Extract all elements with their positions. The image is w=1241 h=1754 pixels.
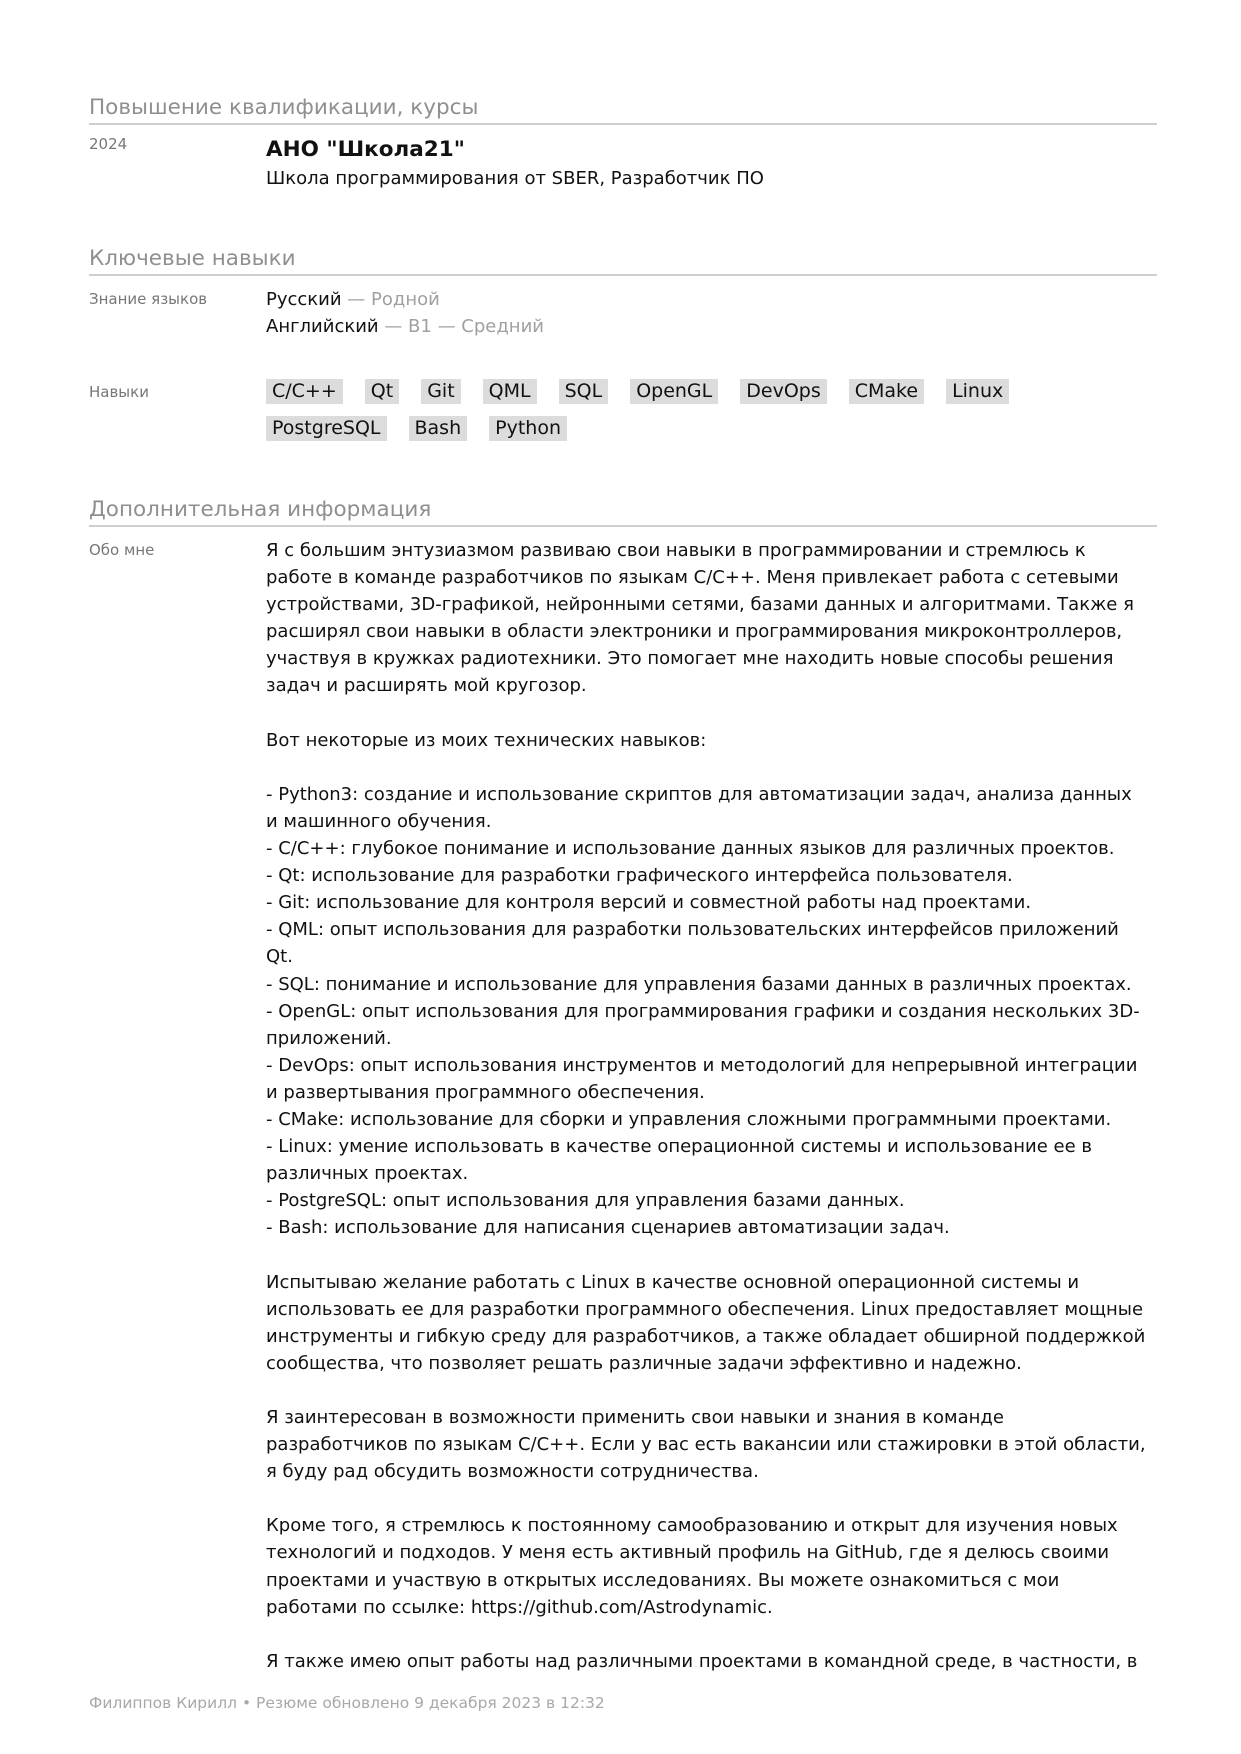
skill-tag: Python <box>489 416 567 441</box>
skills-row <box>89 380 1157 463</box>
skill-tag: OpenGL <box>630 379 718 404</box>
skill-tag: Qt <box>365 379 399 404</box>
skills-tags <box>266 379 1066 453</box>
about-row <box>89 541 1157 1671</box>
language-item <box>266 286 1156 313</box>
section-title-extra: Дополнительная информация <box>89 495 1157 527</box>
skill-tag: SQL <box>559 379 609 404</box>
language-level: — B1 — Средний <box>378 316 544 337</box>
language-name: Английский <box>266 316 379 337</box>
skill-tag: CMake <box>849 379 924 404</box>
section-title-courses: Повышение квалификации, курсы <box>89 93 1157 125</box>
skills-label: Навыки <box>89 383 149 401</box>
course-spec: Школа программирования от SBER, Разработчик ПО <box>266 168 764 189</box>
skill-tag: Git <box>421 379 460 404</box>
course-org: АНО "Школа21" <box>266 137 465 162</box>
about-label: Обо мне <box>89 541 155 559</box>
skill-tag: QML <box>483 379 537 404</box>
languages-label: Знание языков <box>89 290 208 308</box>
skill-tag: Bash <box>409 416 468 441</box>
course-entry <box>89 135 1157 195</box>
skill-tag: Linux <box>946 379 1009 404</box>
about-text: Я с большим энтузиазмом развиваю свои навыки в программировании и стремлюсь к работе в команде разработчиков по языкам C/C++. Меня привлекает работа с сетевыми устройствами, 3D-графикой, нейронными сетями, базами данных и алгоритмами. Также я расширял свои навыки в области электроники и программирования микроконтроллеров, участвуя в кружках радиотехники. Это помогает мне находить новые способы решения задач и расширять мой кругозор. Вот некоторые из моих технических навыков: - Python3: создание и использование скриптов для автоматизации задач, анализа данных и машинного обучения. - C/C++: глубокое понимание и использование данных языков для различных проектов. - Qt: использование для разработки графического интерфейса пользователя. - Git: использование для контроля версий и совместной работы над проектами. - QML: опыт использования для разработки пользовательских интерфейсов приложений Qt. - SQL: понимание и использование для управления базами данных в различных проектах. - OpenGL: опыт использования для программирования графики и создания нескольких 3D-приложений. - DevOps: опыт использования инструментов и методологий для непрерывной интеграции и развертывания программного обеспечения. - CMake: использование для сборки и управления сложными программными проектами. - Linux: умение использовать в качестве операционной системы и использование ее в различных проектах. - PostgreSQL: опыт использования для управления базами данных. - Bash: использование для написания сценариев автоматизации задач. Испытываю желание работать с Linux в качестве основной операционной системы и использовать ее для разработки программного обеспечения. Linux предоставляет мощные инструменты и гибкую среду для разработчиков, а также обладает обширной поддержкой сообщества, что позволяет решать различные задачи эффективно и надежно. Я заинтересован в возможности применить свои навыки и знания в команде разработчиков по языкам C/C++. Если у вас есть вакансии или стажировки в этой области, я буду рад обсудить возможности сотрудничества. Кроме того, я стремлюсь к постоянному самообразованию и открыт для изучения новых технологий и подходов. У меня есть активный профиль на GitHub, где я делюсь своими проектами и участвую в открытых исследованиях. Вы можете ознакомиться с мои работами по ссылке: https://github.com/Astrodynamic. Я также имею опыт работы над различными проектами в командной среде, в частности, в <box>266 540 1146 1672</box>
course-year: 2024 <box>89 135 128 153</box>
footer-name: Филиппов Кирилл <box>89 1694 238 1712</box>
footer-updated: Резюме обновлено 9 декабря 2023 в 12:32 <box>256 1694 605 1712</box>
language-item <box>266 313 1156 340</box>
skill-tag: PostgreSQL <box>266 416 387 441</box>
language-level: — Родной <box>341 289 440 310</box>
section-title-skills: Ключевые навыки <box>89 244 1157 276</box>
footer-separator: • <box>237 1694 257 1712</box>
page-footer <box>89 1694 605 1712</box>
languages-row <box>89 290 1157 350</box>
skill-tag: C/C++ <box>266 379 343 404</box>
skill-tag: DevOps <box>740 379 826 404</box>
language-name: Русский <box>266 289 342 310</box>
